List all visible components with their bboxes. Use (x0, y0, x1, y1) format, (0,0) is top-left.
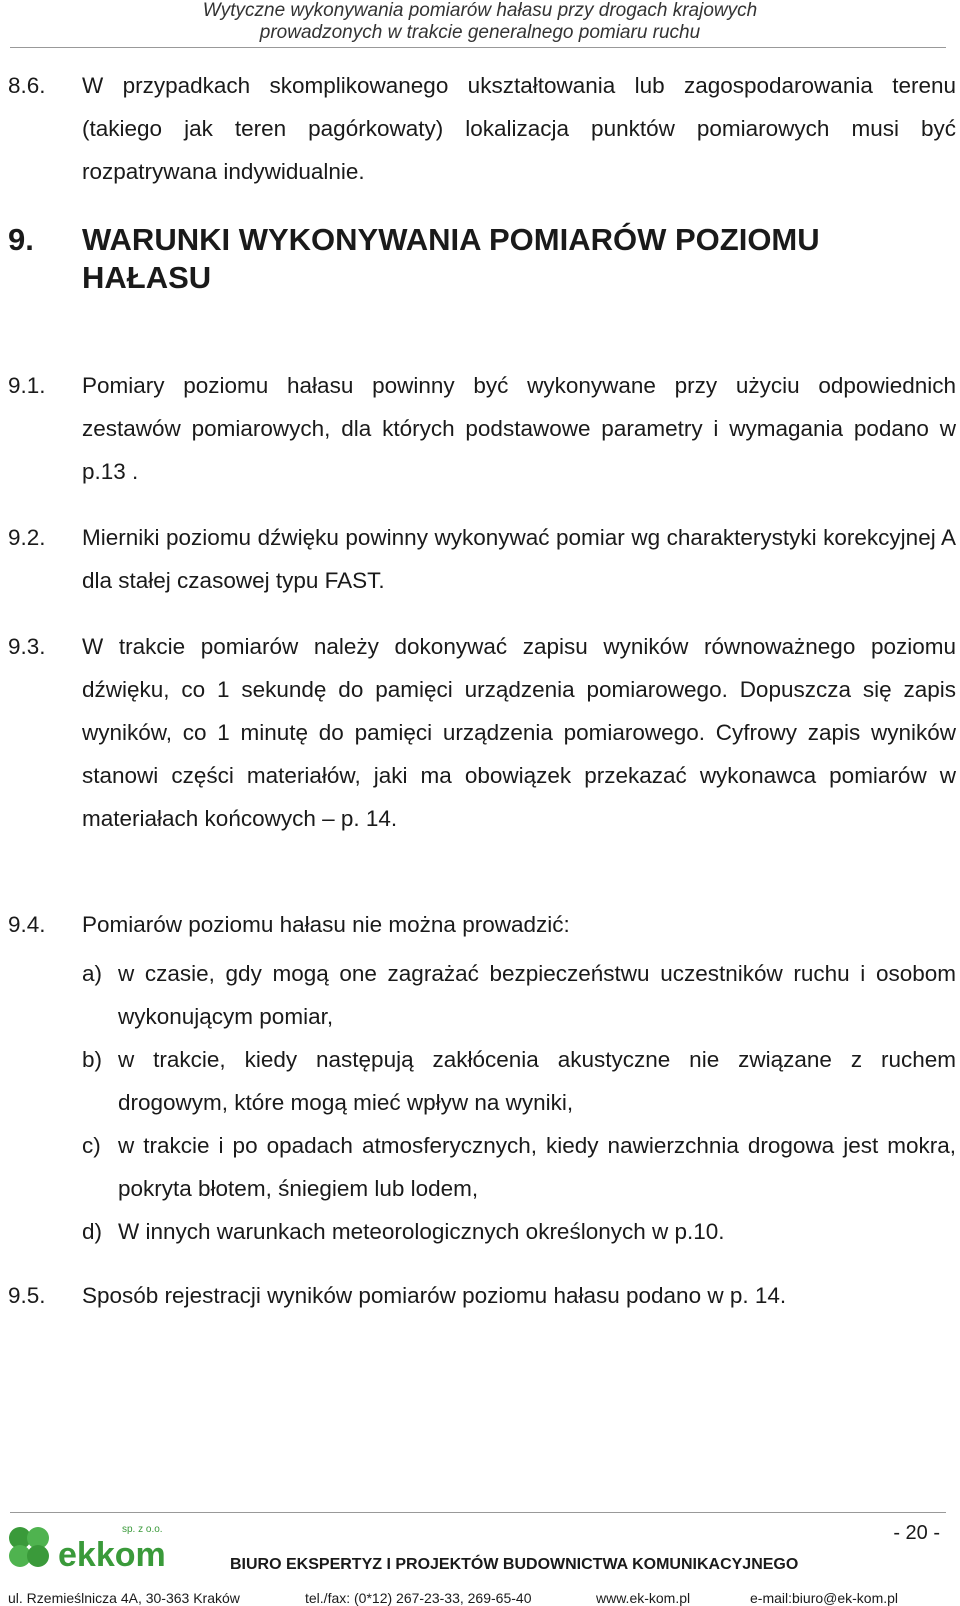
company-logo (4, 1522, 164, 1582)
company-name: BIURO EKSPERTYZ I PROJEKTÓW BUDOWNICTWA KOMUNIKACYJNEGO (230, 1556, 799, 1573)
list-item-text: w trakcie, kiedy następują zakłócenia akustyczne nie związane z ruchem drogowym, które mogą mieć wpływ na wyniki, (118, 1047, 956, 1115)
list-item (82, 1038, 956, 1124)
section-9-1 (8, 364, 956, 493)
section-text: W przypadkach skomplikowanego ukształtowania lub zagospodarowania terenu (takiego jak teren pagórkowaty) lokalizacja punktów pomiarowych musi być rozpatrywana indywidualnie. (82, 73, 956, 184)
list-marker: b) (82, 1047, 103, 1072)
section-9-4 (8, 903, 956, 946)
section-text: Mierniki poziomu dźwięku powinny wykonywać pomiar wg charakterystyki korekcyjnej A dla stałej czasowej typu FAST. (82, 525, 956, 593)
section-9-2 (8, 516, 956, 602)
logo-wordmark: ekkom (58, 1536, 166, 1574)
list-marker: c) (82, 1133, 101, 1158)
company-address: ul. Rzemieślnicza 4A, 30-363 Kraków (8, 1590, 240, 1606)
company-phone: tel./fax: (0*12) 267-23-33, 269-65-40 (305, 1590, 532, 1606)
chapter-9-heading (8, 221, 902, 297)
list-item (82, 952, 956, 1038)
page-header (0, 0, 960, 48)
section-number: 8.6. (8, 73, 46, 98)
page-footer (0, 1508, 960, 1606)
section-number: 9.1. (8, 373, 46, 398)
list-item-text: W innych warunkach meteorologicznych określonych w p.10. (118, 1219, 725, 1244)
header-title-line2: prowadzonych w trakcie generalnego pomiaru ruchu (259, 22, 701, 43)
header-title-line1: Wytyczne wykonywania pomiarów hałasu przy drogach krajowych (202, 0, 758, 21)
section-text: Pomiary poziomu hałasu powinny być wykonywane przy użyciu odpowiednich zestawów pomiarowych, dla których podstawowe parametry i wymagania podano w p.13 . (82, 373, 956, 484)
list-marker: a) (82, 961, 103, 986)
clover-icon (4, 1522, 56, 1574)
list-item-text: w czasie, gdy mogą one zagrażać bezpieczeństwu uczestników ruchu i osobom wykonującym pomiar, (118, 961, 956, 1029)
list-item (82, 1210, 956, 1253)
chapter-title: WARUNKI WYKONYWANIA POMIARÓW POZIOMU HAŁASU (82, 222, 820, 295)
header-divider (10, 47, 946, 48)
list-marker: d) (82, 1219, 103, 1244)
section-number: 9.3. (8, 634, 46, 659)
section-number: 9.4. (8, 912, 46, 937)
company-website: www.ek-kom.pl (596, 1590, 691, 1606)
list-item-text: w trakcie i po opadach atmosferycznych, kiedy nawierzchnia drogowa jest mokra, pokryta błotem, śniegiem lub lodem, (118, 1133, 956, 1201)
section-number: 9.2. (8, 525, 46, 550)
conditions-list (82, 952, 956, 1253)
section-text: W trakcie pomiarów należy dokonywać zapisu wyników równoważnego poziomu dźwięku, co 1 sekundę do pamięci urządzenia pomiarowego. Dopuszcza się zapis wyników, co 1 minutę do pamięci urządzenia pomiarowego. Cyfrowy zapis wyników stanowi części materiałów, jaki ma obowiązek przekazać wykonawca pomiarów w materiałach końcowych – p. 14. (82, 634, 956, 831)
logo-subtext: sp. z o.o. (122, 1524, 163, 1535)
list-item (82, 1124, 956, 1210)
section-8-6 (8, 64, 956, 193)
section-text: Pomiarów poziomu hałasu nie można prowadzić: (82, 912, 570, 937)
section-number: 9.5. (8, 1283, 46, 1308)
company-email: e-mail:biuro@ek-kom.pl (750, 1590, 899, 1606)
section-9-5 (8, 1274, 956, 1317)
section-9-3 (8, 625, 956, 840)
section-text: Sposób rejestracji wyników pomiarów poziomu hałasu podano w p. 14. (82, 1283, 787, 1308)
footer-divider (10, 1512, 946, 1513)
chapter-number: 9. (8, 222, 34, 257)
page-number: - 20 - (893, 1522, 940, 1544)
